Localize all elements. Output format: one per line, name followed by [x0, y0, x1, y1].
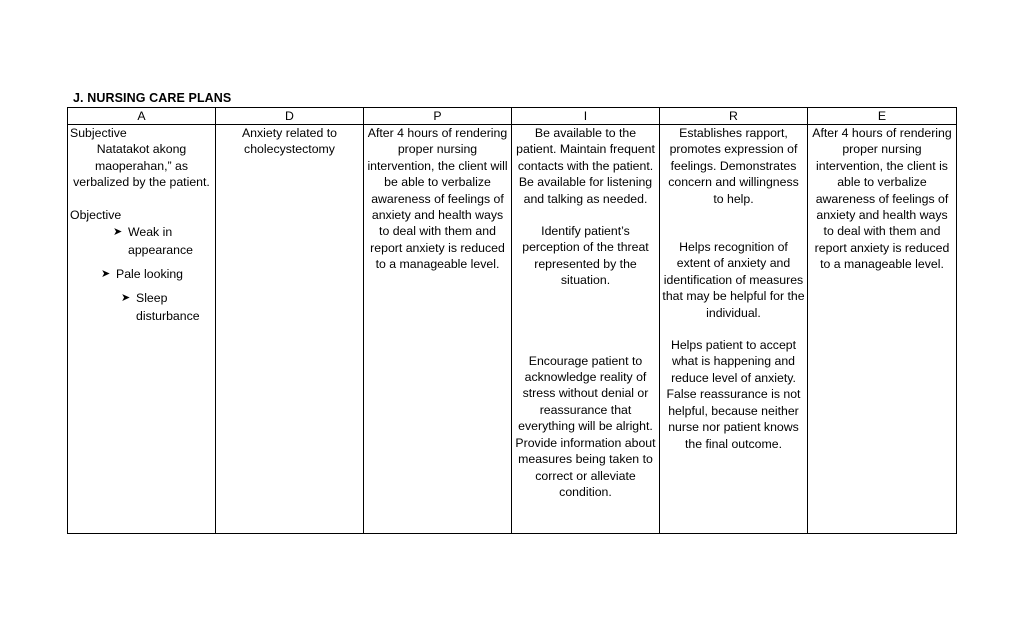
intervention-item: Encourage patient to acknowledge reality of stress without denial or reassurance that everything will be alright. Provide information about measures being taken to correct or alleviate condition.: [515, 353, 656, 499]
objective-list: [70, 223, 213, 325]
evaluation-cell: [808, 125, 957, 534]
intervention-item: Identify patient’s perception of the threat represented by the situation.: [522, 224, 649, 288]
objective-label: Objective: [70, 207, 122, 222]
rationale-item: Helps patient to accept what is happening and reduce level of anxiety. False reassurance is not helpful, because neither nurse nor patient knows the final outcome.: [666, 338, 801, 451]
header-row: [68, 108, 957, 125]
arrow-bullet-icon: ➤: [101, 268, 111, 281]
page-title: J. NURSING CARE PLANS: [73, 91, 232, 105]
column-header-evaluation: E: [808, 108, 957, 125]
column-header-planning: P: [364, 108, 512, 125]
rationale-item: Helps recognition of extent of anxiety and identification of measures that may be helpful for the individual.: [662, 240, 805, 320]
intervention-cell: [512, 125, 660, 534]
planning-cell: [364, 125, 512, 534]
column-header-assessment: A: [68, 108, 216, 125]
table-row: [68, 125, 957, 534]
subjective-text: Natatakot akong maoperahan,” as verbalized by the patient.: [73, 142, 210, 190]
rationale-cell: [660, 125, 808, 534]
list-item: [70, 265, 213, 283]
column-header-rationale: R: [660, 108, 808, 125]
subjective-label: Subjective: [70, 126, 127, 140]
objective-item: Pale looking: [116, 267, 183, 282]
list-item: [70, 223, 213, 259]
objective-item: Sleep disturbance: [136, 291, 200, 324]
assessment-cell: [68, 125, 216, 534]
arrow-bullet-icon: ➤: [121, 292, 131, 305]
column-header-intervention: I: [512, 108, 660, 125]
rationale-item: Establishes rapport, promotes expression of feelings. Demonstrates concern and willingness to help.: [668, 126, 799, 206]
diagnosis-text: Anxiety related to cholecystectomy: [241, 126, 337, 157]
objective-item: Weak in appearance: [128, 225, 193, 258]
column-header-diagnosis: D: [216, 108, 364, 125]
evaluation-text: After 4 hours of rendering proper nursing intervention, the client is able to verbalize awareness of feelings of anxiety and health ways to deal with them and report anxiety is reduced to a manageable level.: [812, 126, 952, 272]
list-item: [70, 289, 213, 325]
diagnosis-cell: [216, 125, 364, 534]
nursing-care-plan-table: [67, 107, 957, 534]
arrow-bullet-icon: ➤: [113, 226, 123, 239]
intervention-item: Be available to the patient. Maintain frequent contacts with the patient. Be available for listening and talking as needed.: [516, 126, 655, 206]
planning-text: After 4 hours of rendering proper nursing intervention, the client will be able to verbalize awareness of feelings of anxiety and health ways to deal with them and report anxiety is reduced to a manageable level.: [367, 126, 508, 272]
